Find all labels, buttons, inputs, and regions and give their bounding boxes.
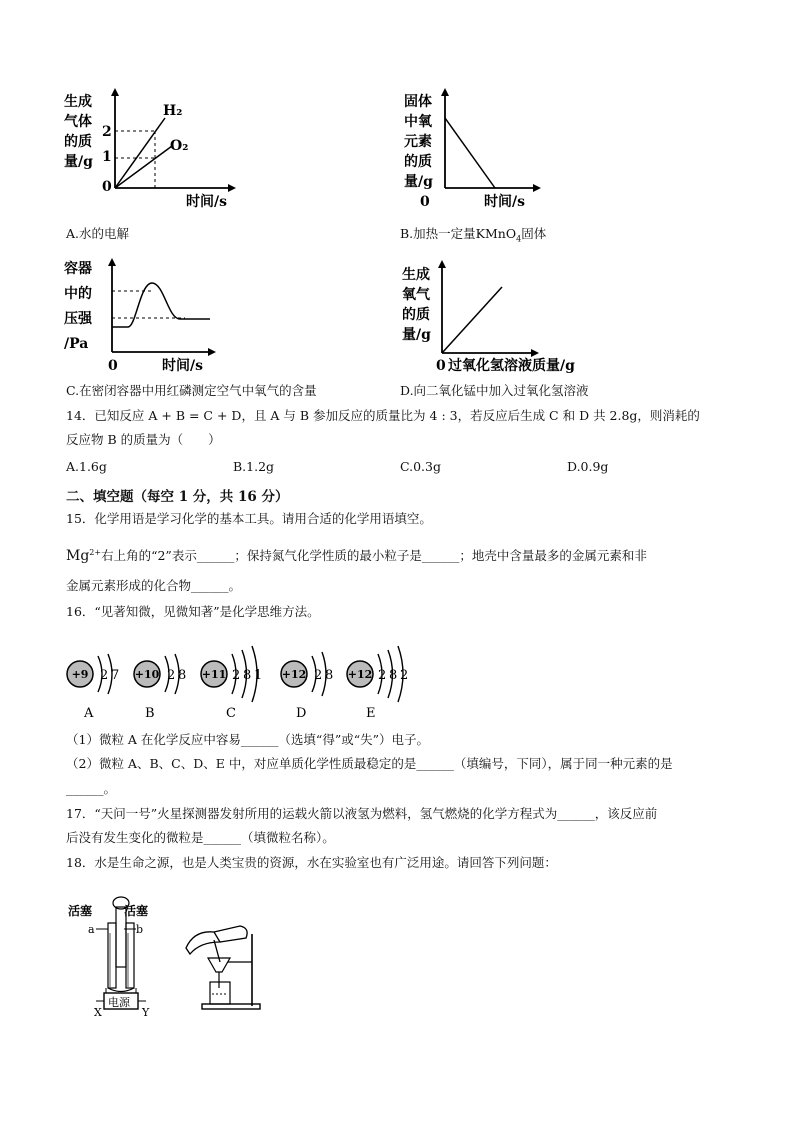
q15-line3: 金属元素形成的化合物______。 xyxy=(66,578,242,593)
svg-text:生成: 生成 xyxy=(64,94,92,110)
svg-text:2: 2 xyxy=(100,668,109,683)
graph-d xyxy=(398,255,608,380)
q16-sub2-line1: （2）微粒 A、B、C、D、E 中，对应单质化学性质最稳定的是______（填编号，下同），属于同一种元素的是 xyxy=(66,756,673,771)
svg-text:1: 1 xyxy=(254,668,263,683)
svg-text:中的: 中的 xyxy=(64,286,92,302)
graph-c xyxy=(60,255,260,380)
q14-line2: 反应物 B 的质量为（ ） xyxy=(66,432,221,447)
section-2-title: 二、填空题（每空 1 分，共 16 分） xyxy=(66,489,289,505)
svg-text:8: 8 xyxy=(389,668,398,683)
graph-d-xlabel: 过氧化氢溶液质量/g xyxy=(448,358,575,374)
graph-a-o2-label: O₂ xyxy=(170,138,189,154)
graph-b xyxy=(400,88,570,213)
svg-text:+12: +12 xyxy=(347,668,373,681)
electrolysis-apparatus xyxy=(66,893,166,1018)
graph-d-ylabel xyxy=(402,266,431,343)
atom-d xyxy=(281,652,333,721)
atom-a-label: A xyxy=(84,706,94,721)
svg-text:+9: +9 xyxy=(71,668,89,681)
svg-text:气体: 气体 xyxy=(64,114,92,130)
atom-b-label: B xyxy=(145,706,155,721)
label-y: Y xyxy=(142,1006,150,1018)
graph-a xyxy=(60,88,260,213)
graph-a-ylabel xyxy=(64,93,93,170)
q14-line1: 14．已知反应 A + B = C + D，且 A 与 B 参加反应的质量比为 4 : 3，若反应后生成 C 和 D 共 2.8g，则消耗的 xyxy=(66,408,700,423)
atom-c-label: C xyxy=(226,706,236,721)
graph-b-xlabel: 时间/s xyxy=(484,194,525,210)
svg-text:2: 2 xyxy=(378,668,387,683)
svg-text:8: 8 xyxy=(243,668,252,683)
svg-text:+11: +11 xyxy=(201,668,227,681)
filtration-apparatus xyxy=(180,920,265,1012)
atom-d-label: D xyxy=(296,706,307,721)
q14-option-a: A.1.6g xyxy=(66,459,107,474)
label-a: a xyxy=(88,923,95,936)
q16-sub1: （1）微粒 A 在化学反应中容易______（选填“得”或“失”）电子。 xyxy=(66,732,429,747)
svg-text:压强: 压强 xyxy=(64,311,92,327)
svg-text:固体: 固体 xyxy=(404,94,432,110)
svg-text:量/g: 量/g xyxy=(404,174,433,190)
svg-text:的质: 的质 xyxy=(404,154,432,170)
atom-e xyxy=(347,646,408,721)
graph-b-origin: 0 xyxy=(420,194,430,210)
q17-line1: 17．“天问一号”火星探测器发射所用的运载火箭以液氢为燃料，氢气燃烧的化学方程式为______，该反应前 xyxy=(66,806,658,821)
svg-text:的质: 的质 xyxy=(402,307,430,323)
graph-a-o2-line xyxy=(115,146,172,188)
q17-line2: 后没有发生变化的微粒是______（填微粒名称）。 xyxy=(66,830,335,845)
graph-a-ytick-1: 1 xyxy=(102,149,112,165)
atom-b xyxy=(134,654,186,721)
atom-e-label: E xyxy=(366,706,376,721)
graph-a-h2-label: H₂ xyxy=(163,103,183,119)
svg-text:+10: +10 xyxy=(134,668,160,681)
graph-c-curve xyxy=(112,283,210,327)
svg-text:2: 2 xyxy=(232,668,241,683)
svg-text:中氧: 中氧 xyxy=(404,114,432,130)
q14-option-c: C.0.3g xyxy=(400,459,441,474)
atom-diagrams xyxy=(60,624,430,724)
label-b: b xyxy=(136,923,144,936)
svg-text:8: 8 xyxy=(325,668,334,683)
graph-c-ylabel xyxy=(64,260,93,352)
atom-a xyxy=(67,654,119,721)
q18-line1: 18．水是生命之源，也是人类宝贵的资源，水在实验室也有广泛用途。请回答下列问题： xyxy=(66,855,557,870)
q15-line1: 15．化学用语是学习化学的基本工具。请用合适的化学用语填空。 xyxy=(66,511,432,526)
svg-text:8: 8 xyxy=(178,668,187,683)
graph-b-line xyxy=(445,118,495,188)
svg-text:生成: 生成 xyxy=(402,267,430,283)
graph-b-ylabel xyxy=(404,93,433,190)
graph-b-caption: B.加热一定量KMnO$_4$固体 xyxy=(400,226,547,244)
graph-c-origin: 0 xyxy=(108,358,118,374)
svg-text:元素: 元素 xyxy=(404,134,432,150)
atom-c xyxy=(201,646,262,721)
svg-text:量/g: 量/g xyxy=(402,327,431,343)
graph-a-xlabel: 时间/s xyxy=(186,194,227,210)
graph-d-origin: 0 xyxy=(436,358,446,374)
q15-line2: $Mg^{2+}$右上角的“2”表示______；保持氮气化学性质的最小粒子是______；地壳中含量最多的金属元素和非 xyxy=(66,548,647,565)
q16-line1: 16．“见著知微，见微知著”是化学思维方法。 xyxy=(66,604,320,619)
graph-a-caption: A.水的电解 xyxy=(66,226,130,241)
svg-text:量/g: 量/g xyxy=(64,154,93,170)
svg-text:氧气: 氧气 xyxy=(402,287,430,303)
q14-option-d: D.0.9g xyxy=(567,459,609,474)
q16-sub2-line2: ______。 xyxy=(66,781,117,796)
graph-a-h2-line xyxy=(115,118,165,188)
svg-text:2: 2 xyxy=(314,668,323,683)
svg-text:7: 7 xyxy=(111,668,120,683)
graph-a-ytick-2: 2 xyxy=(102,124,112,140)
power-label: 电源 xyxy=(108,996,130,1009)
svg-text:/Pa: /Pa xyxy=(64,336,89,352)
graph-c-caption: C.在密闭容器中用红磷测定空气中氧气的含量 xyxy=(66,383,317,398)
graph-a-ytick-0: 0 xyxy=(102,179,112,195)
svg-text:2: 2 xyxy=(167,668,176,683)
stopcock-left-label: 活塞 xyxy=(68,904,93,918)
svg-text:的质: 的质 xyxy=(64,134,92,150)
svg-text:2: 2 xyxy=(400,668,409,683)
graph-d-line xyxy=(442,287,502,353)
label-x: X xyxy=(94,1006,102,1018)
svg-text:容器: 容器 xyxy=(64,261,92,277)
stopcock-right-label: 活塞 xyxy=(124,904,149,918)
svg-text:+12: +12 xyxy=(281,668,307,681)
graph-d-caption: D.向二氧化锰中加入过氧化氢溶液 xyxy=(400,383,589,398)
graph-c-xlabel: 时间/s xyxy=(162,358,203,374)
q14-option-b: B.1.2g xyxy=(233,459,275,474)
